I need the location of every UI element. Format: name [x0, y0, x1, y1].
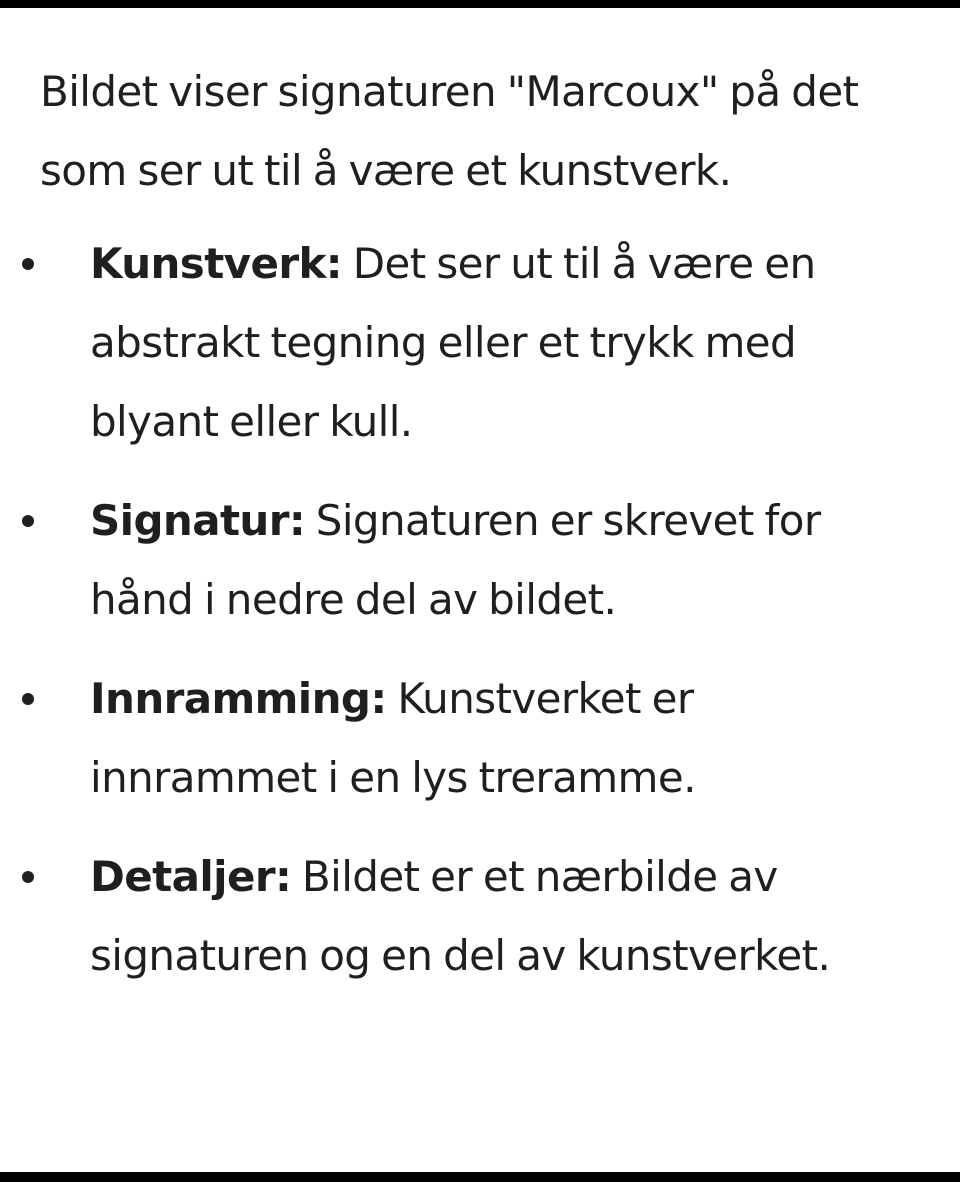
- bullet-term: Innramming:: [90, 674, 387, 723]
- bullet-text: Bildet er et nærbilde av signaturen og en del av kunstverket.: [90, 852, 831, 980]
- bullet-text: Kunstverket er innrammet i en lys treramme.: [90, 674, 696, 802]
- response-panel: [0, 8, 960, 1172]
- intro-paragraph: Bildet viser signaturen "Marcoux" på det som ser ut til å være et kunstverk.: [40, 67, 859, 195]
- bullet-term: Detaljer:: [90, 852, 292, 901]
- bullet-item-innramming: [40, 659, 920, 817]
- bullet-dot-icon: [22, 693, 34, 705]
- bullet-term: Kunstverk:: [90, 239, 342, 288]
- bullet-dot-icon: [22, 258, 34, 270]
- bullet-text: Signaturen er skrevet for hånd i nedre del av bildet.: [90, 496, 821, 624]
- bullet-text: Det ser ut til å være en abstrakt tegning eller et trykk med blyant eller kull.: [90, 239, 816, 446]
- bullet-item-kunstverk: [40, 224, 920, 461]
- bullet-list: [40, 224, 920, 995]
- bullet-item-detaljer: [40, 837, 920, 995]
- bullet-item-signatur: [40, 481, 920, 639]
- bullet-dot-icon: [22, 871, 34, 883]
- bullet-dot-icon: [22, 515, 34, 527]
- bullet-term: Signatur:: [90, 496, 306, 545]
